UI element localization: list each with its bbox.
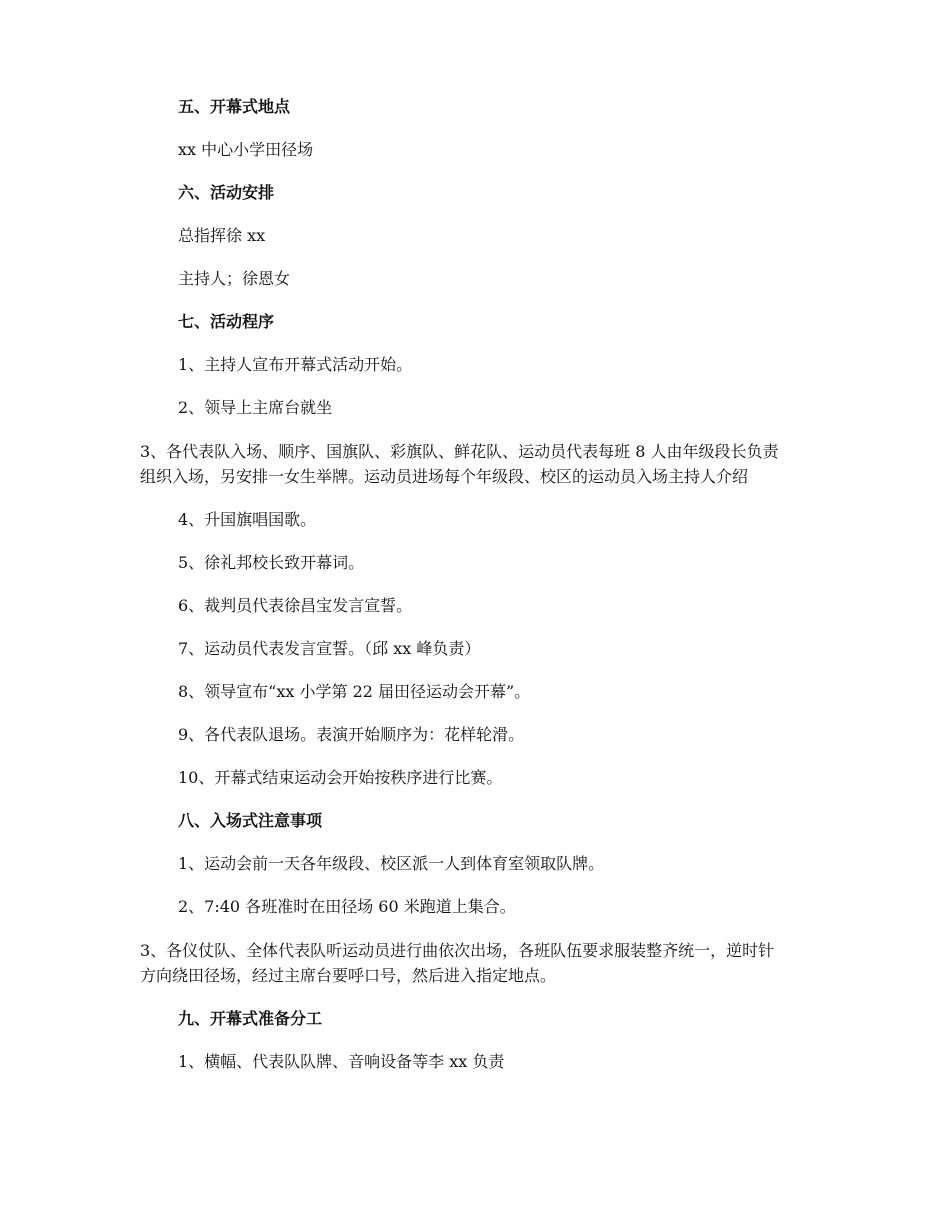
list-item: 5、徐礼邦校长致开幕词。 xyxy=(178,553,365,572)
section-heading-8: 八、入场式注意事项 xyxy=(178,811,323,830)
list-item: 10、开幕式结束运动会开始按秩序进行比赛。 xyxy=(178,768,503,787)
list-item: 3、各代表队入场、顺序、国旗队、彩旗队、鲜花队、运动员代表每班 8 人由年级段长负责组织入场，另安排一女生举牌。运动员进场每个年级段、校区的运动员入场主持人介绍 xyxy=(140,442,779,486)
list-item: 2、7:40 各班准时在田径场 60 米跑道上集合。 xyxy=(178,897,516,916)
list-item: 9、各代表队退场。表演开始顺序为：花样轮滑。 xyxy=(178,725,525,744)
section-heading-9: 九、开幕式准备分工 xyxy=(178,1009,323,1028)
section-heading-6: 六、活动安排 xyxy=(178,183,275,202)
list-item: 2、领导上主席台就坐 xyxy=(178,398,333,417)
list-item: 4、升国旗唱国歌。 xyxy=(178,510,317,529)
list-item: 1、主持人宣布开幕式活动开始。 xyxy=(178,355,413,374)
list-item: 7、运动员代表发言宣誓。（邱 xx 峰负责） xyxy=(178,639,481,658)
list-item: 1、运动会前一天各年级段、校区派一人到体育室领取队牌。 xyxy=(178,854,605,873)
section-heading-7: 七、活动程序 xyxy=(178,312,275,331)
list-item: 6、裁判员代表徐昌宝发言宣誓。 xyxy=(178,596,413,615)
document-body xyxy=(140,95,818,1074)
list-item: 1、横幅、代表队队牌、音响设备等李 xx 负责 xyxy=(178,1052,505,1071)
paragraph: 主持人；徐恩女 xyxy=(178,269,291,288)
paragraph: 总指挥徐 xx xyxy=(178,226,266,245)
paragraph: xx 中心小学田径场 xyxy=(178,140,314,159)
list-item: 3、各仪仗队、全体代表队听运动员进行曲依次出场，各班队伍要求服装整齐统一，逆时针方向绕田径场，经过主席台要呼口号，然后进入指定地点。 xyxy=(140,941,775,985)
section-heading-5: 五、开幕式地点 xyxy=(178,97,291,116)
list-item: 8、领导宣布“xx 小学第 22 届田径运动会开幕”。 xyxy=(178,682,531,701)
